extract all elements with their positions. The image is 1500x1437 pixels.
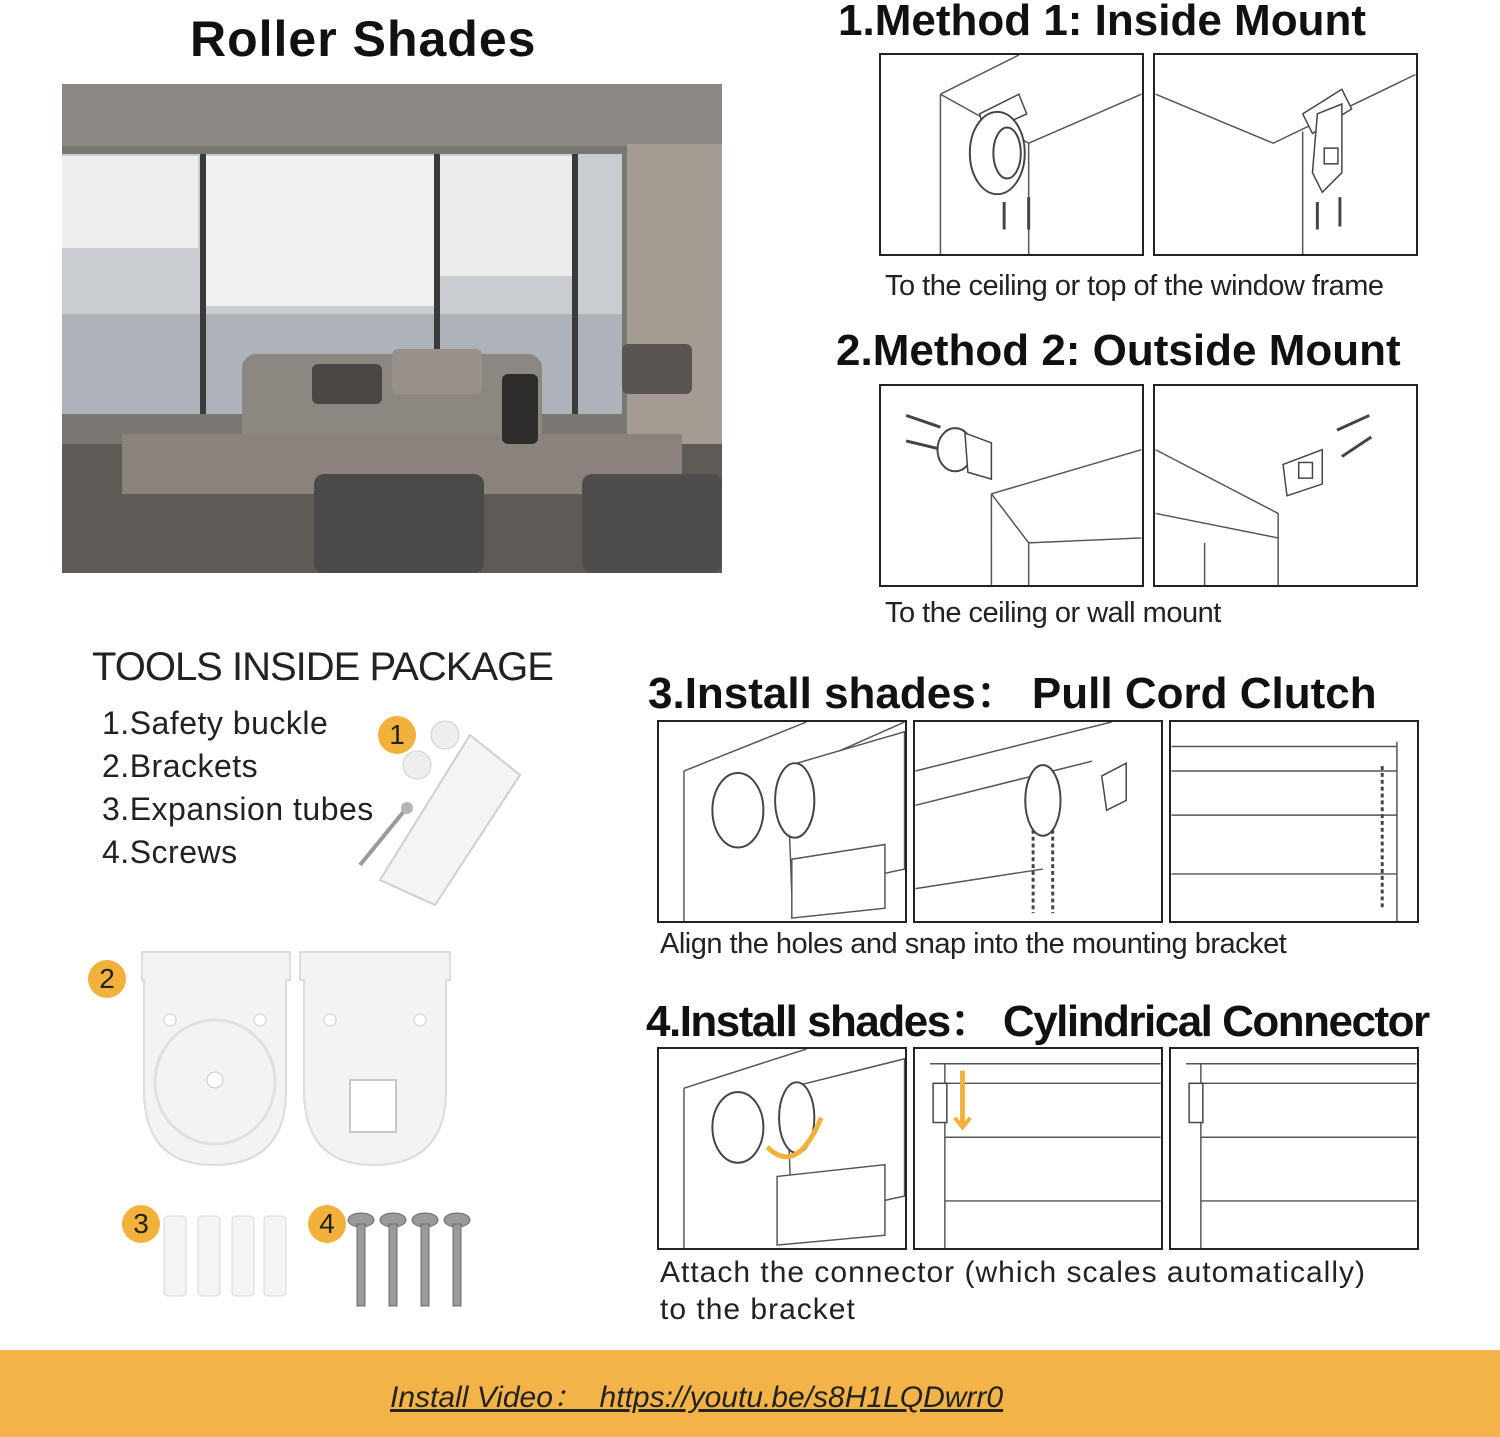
pull-cord-heading: 3.Install shades： Pull Cord Clutch [648,669,1377,718]
package-list [102,703,374,875]
outside-mount-diagram-right [1153,384,1418,587]
connector-heading: 4.Install shades： Cylindrical Connector [646,997,1429,1046]
package-item-safety-buckle: 1.Safety buckle [102,705,329,741]
footer-bar [0,1350,1500,1437]
method2-caption: To the ceiling or wall mount [885,597,1221,629]
badge-3: 3 [122,1205,160,1243]
expansion-tubes-image [160,1212,290,1302]
badge-4: 4 [308,1205,346,1243]
package-item-expansion-tubes: 3.Expansion tubes [102,791,374,827]
pull-cord-step-3 [1169,720,1419,923]
pull-cord-step-2 [913,720,1163,923]
package-title: TOOLS INSIDE PACKAGE [92,645,553,689]
inside-mount-diagram-left [879,53,1144,256]
connector-caption [660,1254,1366,1328]
connector-caption-line-1: Attach the connector (which scales automatically) [660,1256,1366,1289]
connector-step-3 [1169,1047,1419,1250]
inside-mount-diagram-right [1153,53,1418,256]
method1-caption: To the ceiling or top of the window frame [885,270,1384,302]
method1-heading: 1.Method 1: Inside Mount [838,0,1366,45]
room-photo [62,84,722,573]
connector-caption-line-2: to the bracket [660,1293,856,1326]
badge-1: 1 [378,716,416,754]
connector-step-1 [657,1047,907,1250]
pull-cord-caption: Align the holes and snap into the mounting bracket [660,928,1287,960]
page-title: Roller Shades [190,11,537,67]
badge-2: 2 [88,960,126,998]
connector-step-2 [913,1047,1163,1250]
safety-buckle-image [355,715,530,915]
screws-image [345,1210,480,1310]
package-item-brackets: 2.Brackets [102,748,259,784]
outside-mount-diagram-left [879,384,1144,587]
brackets-image [140,950,455,1168]
method2-heading: 2.Method 2: Outside Mount [836,326,1401,375]
install-video-link[interactable]: Install Video： https://youtu.be/s8H1LQDwrr0 [390,1381,1004,1414]
package-item-screws: 4.Screws [102,834,238,870]
pull-cord-step-1 [657,720,907,923]
